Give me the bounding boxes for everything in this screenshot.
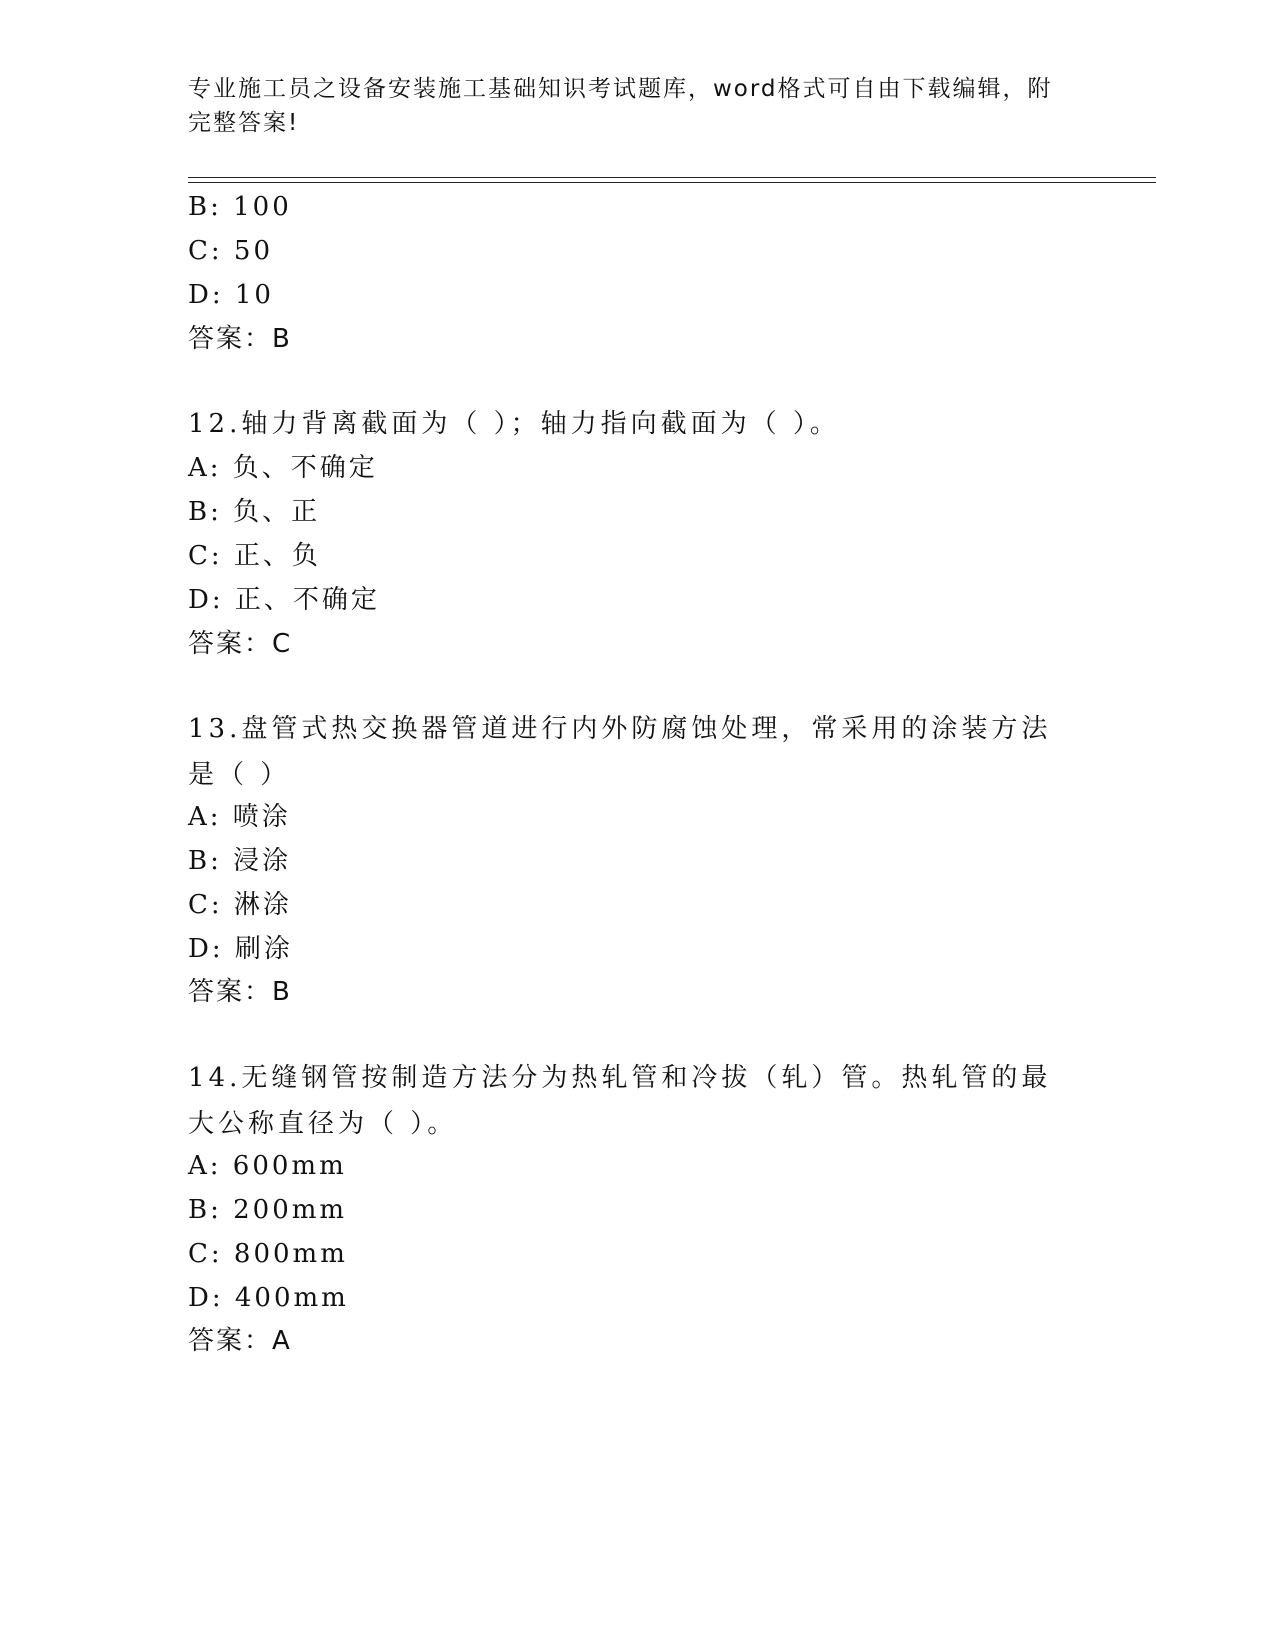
- q13-option-b: B: 浸涂: [188, 846, 292, 876]
- q13-option-c: C: 淋涂: [188, 890, 292, 920]
- q12-option-b: B: 负、正: [188, 497, 321, 527]
- q12-option-d: D: 正、不确定: [188, 585, 380, 615]
- q12-answer: 答案：C: [188, 629, 293, 659]
- q14-option-c: C: 800mm: [188, 1239, 348, 1269]
- q13-answer: 答案：B: [188, 977, 292, 1007]
- q14-option-a: A: 600mm: [188, 1151, 347, 1181]
- q14-answer: 答案：A: [188, 1326, 292, 1356]
- document-header: 专业施工员之设备安装施工基础知识考试题库，word格式可自由下载编辑，附完整答案!: [188, 76, 1053, 136]
- q11-option-d: D: 10: [188, 280, 274, 310]
- q13-option-d: D: 刷涂: [188, 934, 293, 964]
- q14-question: 14.无缝钢管按制造方法分为热轧管和冷拔（轧）管。热轧管的最大公称直径为（ ）。: [188, 1063, 1052, 1139]
- q14-option-b: B: 200mm: [188, 1195, 348, 1225]
- q13-option-a: A: 喷涂: [188, 802, 291, 832]
- q11-option-c: C: 50: [188, 236, 274, 266]
- q12-option-a: A: 负、不确定: [188, 453, 378, 483]
- q13-question: 13.盘管式热交换器管道进行内外防腐蚀处理，常采用的涂装方法是（ ）: [188, 714, 1052, 790]
- q12-question: 12.轴力背离截面为（ ）；轴力指向截面为（ ）。: [188, 409, 840, 439]
- header-divider-bottom: [188, 182, 1156, 183]
- q11-answer: 答案：B: [188, 324, 292, 354]
- header-divider-top: [188, 177, 1156, 178]
- q12-option-c: C: 正、负: [188, 541, 321, 571]
- q11-option-b: B: 100: [188, 192, 292, 222]
- q14-option-d: D: 400mm: [188, 1283, 349, 1313]
